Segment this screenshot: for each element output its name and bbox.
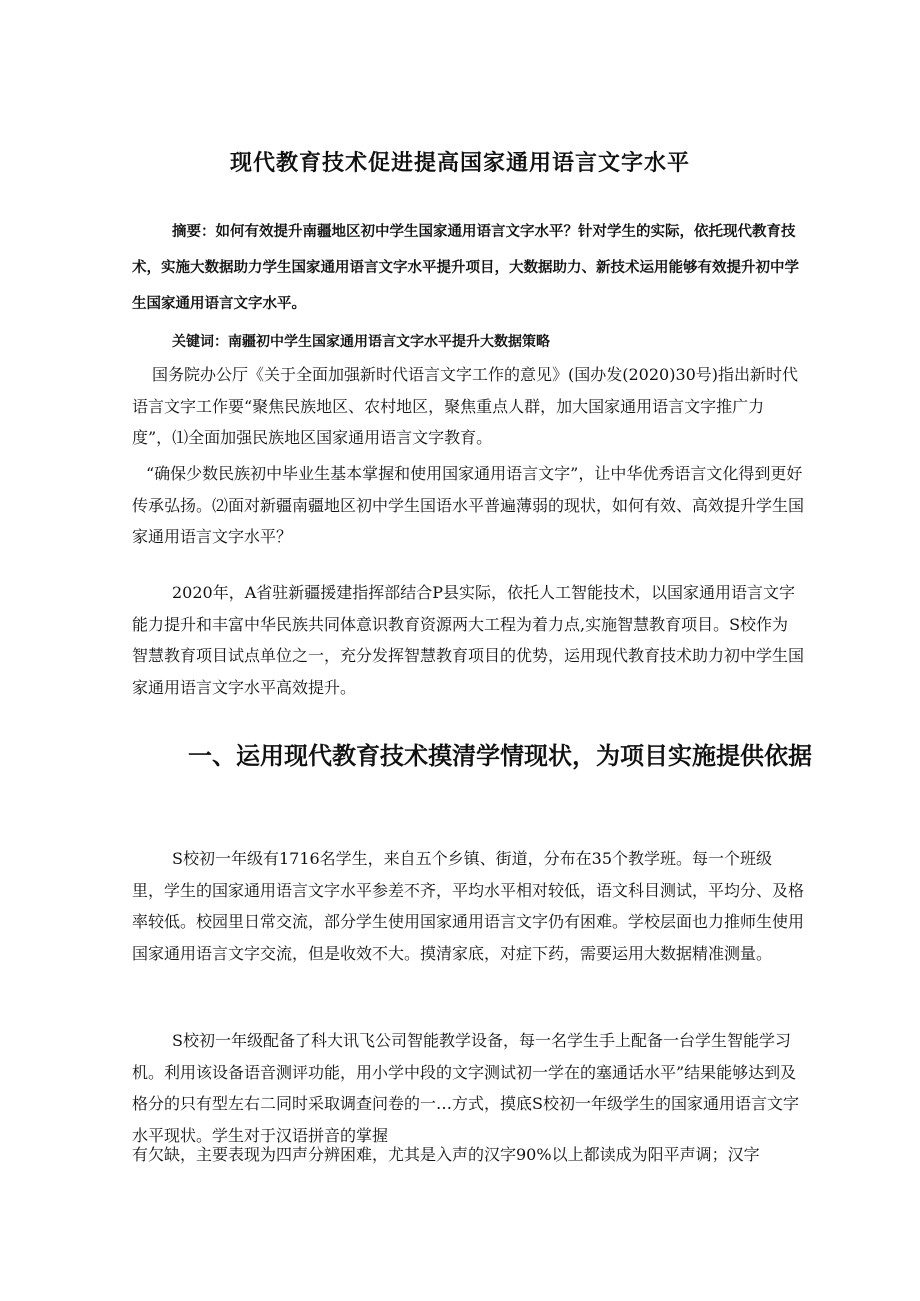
- document-title: 现代教育技术促进提高国家通用语言文字水平: [229, 151, 690, 176]
- body-paragraph-3: S校初一年级配备了科大讯飞公司智能教学设备，每一名学生手上配备一台学生智能学习机。利用该设备语音测评功能，用小学中段的文字测试初一学在的塞通话水平”结果能够达到及格分的只有型左右二同时采取调查问卷的一…方式，摸底S校初一年级学生的国家通用语言文字水平现状。学生对于汉语拼音的掌握: [132, 1031, 799, 1145]
- section-heading: 一、运用现代教育技术摸清学情现状，为项目实施提供依据: [188, 742, 812, 770]
- abstract: 摘要：如何有效提升南疆地区初中学生国家通用语言文字水平？针对学生的实际，依托现代教育技术，实施大数据助力学生国家通用语言文字水平提升项目，大数据助力、新技术运用能够有效提升初中学生国家通用语言文字水平。: [132, 224, 799, 312]
- intro-paragraph-2: “确保少数民族初中毕业生基本掌握和使用国家通用语言文字”，让中华优秀语言文化得到更好传承弘扬。⑵面对新疆南疆地区初中学生国语水平普遍薄弱的现状，如何有效、高效提升学生国家通用语言文字水平？: [132, 464, 805, 546]
- body-paragraph-1: 2020年，A省驻新疆援建指挥部结合P县实际，依托人工智能技术，以国家通用语言文字能力提升和丰富中华民族共同体意识教育资源两大工程为着力点,实施智慧教育项目。S校作为智慧教育项目试点单位之一，充分发挥智慧教育项目的优势，运用现代教育技术助力初中学生国家通用语言文字水平高效提升。: [132, 583, 805, 697]
- intro-paragraph-1: 国务院办公厅《关于全面加强新时代语言文字工作的意见》(国办发(2020)30号)指出新时代语言文字工作要“聚焦民族地区、农村地区，聚焦重点人群，加大国家通用语言文字推广力度”，⑴全面加强民族地区国家通用语言文字教育。: [132, 365, 799, 447]
- keywords: 关键词：南疆初中学生国家通用语言文字水平提升大数据策略: [172, 334, 550, 350]
- body-paragraph-2: S校初一年级有1716名学生，来自五个乡镇、街道，分布在35个教学班。每一个班级里，学生的国家通用语言文字水平参差不齐，平均水平相对较低，语文科目测试，平均分、及格率较低。校园里日常交流，部分学生使用国家通用语言文字仍有困难。学校层面也力推师生使用国家通用语言文字交流，但是收效不大。摸清家底，对症下药，需要运用大数据精准测量。: [132, 849, 805, 963]
- body-paragraph-4: 有欠缺，主要表现为四声分辨困难，尤其是入声的汉字90%以上都读成为阳平声调；汉字: [132, 1145, 760, 1164]
